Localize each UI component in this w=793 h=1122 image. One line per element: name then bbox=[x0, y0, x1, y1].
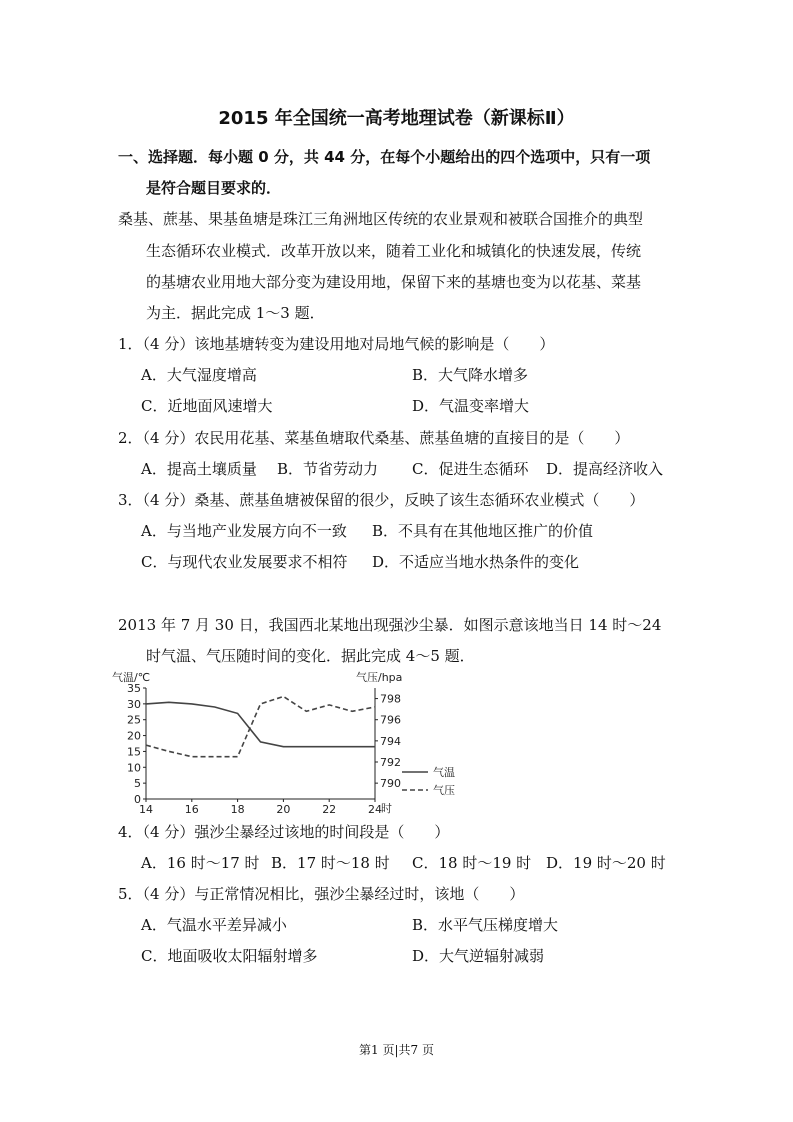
question-1-option-b[interactable]: B．大气降水增多 bbox=[412, 366, 529, 384]
x-tick-label: 18 bbox=[230, 803, 245, 816]
x-tick-label: 20 bbox=[276, 803, 291, 816]
question-1-option-d[interactable]: D．气温变率增大 bbox=[412, 397, 530, 415]
y-left-tick-label: 35 bbox=[127, 682, 141, 695]
legend-label: 气压 bbox=[433, 784, 455, 797]
x-tick-label: 24 bbox=[368, 803, 382, 816]
question-5-option-d[interactable]: D．大气逆辐射减弱 bbox=[412, 947, 545, 965]
y-axis-right-label: 气压/hpa bbox=[356, 671, 403, 684]
y-right-tick-label: 792 bbox=[380, 756, 401, 769]
question-3-stem: 3．（4 分）桑基、蔗基鱼塘被保留的很少，反映了该生态循环农业模式（ ） bbox=[118, 491, 645, 509]
x-axis-label: 时 bbox=[381, 802, 392, 815]
question-5-option-b[interactable]: B．水平气压梯度增大 bbox=[412, 916, 559, 934]
page-title: 2015 年全国统一高考地理试卷（新课标Ⅱ） bbox=[218, 108, 575, 129]
question-1-option-a[interactable]: A．大气湿度增高 bbox=[141, 366, 257, 384]
question-4-option-b[interactable]: B．17 时～18 时 bbox=[271, 854, 390, 872]
question-4-stem: 4．（4 分）强沙尘暴经过该地的时间段是（ ） bbox=[118, 823, 450, 841]
question-4-option-a[interactable]: A．16 时～17 时 bbox=[141, 854, 260, 872]
legend-label: 气温 bbox=[433, 766, 455, 779]
y-right-tick-label: 798 bbox=[380, 692, 401, 706]
y-axis-left-label: 气温/℃ bbox=[112, 671, 151, 684]
section-heading-line1: 一、选择题．每小题 0 分，共 44 分，在每个小题给出的四个选项中，只有一项 bbox=[118, 148, 651, 166]
y-left-tick-label: 0 bbox=[134, 793, 141, 806]
passage1-line: 生态循环农业模式．改革开放以来，随着工业化和城镇化的快速发展，传统 bbox=[146, 242, 642, 260]
x-tick-label: 14 bbox=[139, 803, 153, 816]
question-5-option-a[interactable]: A．气温水平差异减小 bbox=[141, 916, 287, 934]
passage2-line: 2013 年 7 月 30 日，我国西北某地出现强沙尘暴．如图示意该地当日 14 时～24 bbox=[118, 616, 662, 634]
y-right-tick-label: 796 bbox=[380, 713, 401, 727]
x-tick-label: 22 bbox=[322, 803, 337, 816]
series-line-temperature bbox=[146, 702, 375, 746]
page-footer: 第1 页|共7 页 bbox=[359, 1043, 434, 1057]
y-right-tick-label: 790 bbox=[380, 777, 401, 791]
question-3-option-c[interactable]: C．与现代农业发展要求不相符 bbox=[141, 553, 348, 571]
question-2-option-b[interactable]: B．节省劳动力 bbox=[277, 460, 379, 478]
question-2-stem: 2．（4 分）农民用花基、菜基鱼塘取代桑基、蔗基鱼塘的直接目的是（ ） bbox=[118, 429, 630, 447]
y-left-tick-label: 30 bbox=[127, 697, 141, 711]
question-1-option-c[interactable]: C．近地面风速增大 bbox=[141, 397, 273, 415]
y-left-tick-label: 25 bbox=[127, 713, 141, 727]
question-5-stem: 5．（4 分）与正常情况相比，强沙尘暴经过时，该地（ ） bbox=[118, 885, 525, 903]
question-5-option-c[interactable]: C．地面吸收太阳辐射增多 bbox=[141, 947, 318, 965]
x-tick-label: 16 bbox=[184, 803, 199, 816]
question-3-option-d[interactable]: D．不适应当地水热条件的变化 bbox=[372, 553, 580, 571]
y-left-tick-label: 10 bbox=[127, 761, 141, 775]
question-1-stem: 1．（4 分）该地基塘转变为建设用地对局地气候的影响是（ ） bbox=[118, 335, 555, 353]
passage2-line: 时气温、气压随时间的变化．据此完成 4～5 题． bbox=[146, 647, 475, 665]
passage1-line: 的基塘农业用地大部分变为建设用地，保留下来的基塘也变为以花基、菜基 bbox=[146, 273, 642, 291]
y-left-tick-label: 20 bbox=[127, 729, 141, 743]
y-left-tick-label: 5 bbox=[134, 777, 141, 791]
temperature-pressure-chart bbox=[110, 666, 480, 818]
question-3-option-a[interactable]: A．与当地产业发展方向不一致 bbox=[141, 522, 347, 540]
y-right-tick-label: 794 bbox=[380, 734, 401, 748]
y-left-tick-label: 15 bbox=[127, 745, 141, 759]
question-3-option-b[interactable]: B．不具有在其他地区推广的价值 bbox=[372, 522, 594, 540]
passage1-line: 桑基、蔗基、果基鱼塘是珠江三角洲地区传统的农业景观和被联合国推介的典型 bbox=[118, 210, 644, 228]
question-4-option-d[interactable]: D．19 时～20 时 bbox=[546, 854, 666, 872]
question-2-option-c[interactable]: C．促进生态循环 bbox=[412, 460, 529, 478]
question-4-option-c[interactable]: C．18 时～19 时 bbox=[412, 854, 532, 872]
series-line-pressure bbox=[146, 697, 375, 757]
passage1-line: 为主．据此完成 1～3 题． bbox=[146, 304, 325, 322]
question-2-option-a[interactable]: A．提高土壤质量 bbox=[141, 460, 257, 478]
section-heading-line2: 是符合题目要求的． bbox=[146, 179, 282, 197]
question-2-option-d[interactable]: D．提高经济收入 bbox=[546, 460, 664, 478]
